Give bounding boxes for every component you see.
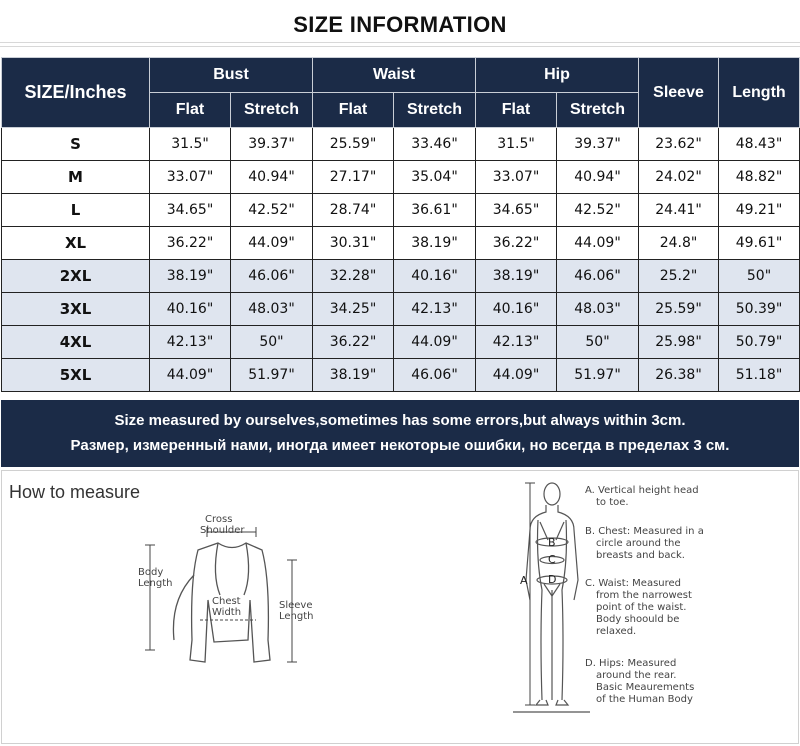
cross-label-2: Shoulder xyxy=(200,525,245,536)
legend-line: circle around the xyxy=(596,538,681,549)
legend-line: Basic Meaurements xyxy=(596,682,695,693)
bust-flat-header: Flat xyxy=(150,93,231,128)
legend-line: breasts and back. xyxy=(596,550,685,561)
sleeve-header: Sleeve xyxy=(639,58,719,128)
measurement-cell: 23.62" xyxy=(639,128,719,161)
measurement-cell: 34.65" xyxy=(476,194,557,227)
measurement-cell: 24.02" xyxy=(639,161,719,194)
measurement-cell: 25.98" xyxy=(639,326,719,359)
measurement-cell: 40.94" xyxy=(231,161,313,194)
bust-stretch-header: Stretch xyxy=(231,93,313,128)
measurement-cell: 34.65" xyxy=(150,194,231,227)
sleeve-label-2: Length xyxy=(279,611,314,622)
legend-line: from the narrowest xyxy=(596,590,692,601)
legend-line: A. Vertical height head xyxy=(585,485,699,496)
measurement-cell: 44.09" xyxy=(557,227,639,260)
legend-line: relaxed. xyxy=(596,626,637,637)
measurement-cell: 34.25" xyxy=(313,293,394,326)
measurement-cell: 48.43" xyxy=(719,128,800,161)
measurement-cell: 42.13" xyxy=(150,326,231,359)
size-cell: 2XL xyxy=(2,260,150,293)
measurement-cell: 48.82" xyxy=(719,161,800,194)
measurement-cell: 35.04" xyxy=(394,161,476,194)
measurement-cell: 42.52" xyxy=(557,194,639,227)
legend-line: Body shoould be xyxy=(596,614,680,625)
height-measure-line xyxy=(525,483,535,705)
measurement-cell: 46.06" xyxy=(394,359,476,392)
measurement-cell: 30.31" xyxy=(313,227,394,260)
body-label-1: Body xyxy=(138,567,164,578)
measurement-cell: 44.09" xyxy=(476,359,557,392)
measurement-cell: 46.06" xyxy=(557,260,639,293)
measurement-cell: 31.5" xyxy=(476,128,557,161)
waist-header: Waist xyxy=(313,58,476,93)
shirt-labels xyxy=(138,514,314,622)
feet-icon xyxy=(536,700,568,705)
measurement-cell: 36.61" xyxy=(394,194,476,227)
measurement-cell: 44.09" xyxy=(394,326,476,359)
size-cell: S xyxy=(2,128,150,161)
legend-line: of the Human Body xyxy=(596,694,693,705)
size-cell: M xyxy=(2,161,150,194)
legend-line: B. Chest: Measured in a xyxy=(585,526,704,537)
measurement-cell: 50" xyxy=(719,260,800,293)
waist-flat-header: Flat xyxy=(313,93,394,128)
how-to-measure-heading: How to measure xyxy=(9,482,141,502)
measurement-cell: 36.22" xyxy=(313,326,394,359)
hip-stretch-header: Stretch xyxy=(557,93,639,128)
legend-line: point of the waist. xyxy=(596,602,687,613)
cross-label-1: Cross xyxy=(205,514,233,525)
measurement-cell: 50" xyxy=(231,326,313,359)
chest-label-2: Width xyxy=(212,607,242,618)
hip-header: Hip xyxy=(476,58,639,93)
measurement-cell: 42.13" xyxy=(394,293,476,326)
measurement-cell: 48.03" xyxy=(231,293,313,326)
measurement-cell: 48.03" xyxy=(557,293,639,326)
measurement-cell: 39.37" xyxy=(557,128,639,161)
size-header: SIZE/Inches xyxy=(2,58,150,128)
measurement-cell: 50" xyxy=(557,326,639,359)
body-legend xyxy=(585,485,704,705)
size-cell: 5XL xyxy=(2,359,150,392)
measurement-cell: 25.2" xyxy=(639,260,719,293)
letter-c: C xyxy=(548,553,556,566)
measurement-cell: 25.59" xyxy=(639,293,719,326)
measurement-cell: 36.22" xyxy=(476,227,557,260)
measurement-cell: 51.18" xyxy=(719,359,800,392)
measurement-cell: 40.16" xyxy=(394,260,476,293)
measurement-cell: 51.97" xyxy=(231,359,313,392)
legend-line: D. Hips: Measured xyxy=(585,658,677,669)
size-cell: L xyxy=(2,194,150,227)
legend-line: C. Waist: Measured xyxy=(585,578,682,589)
measurement-cell: 36.22" xyxy=(150,227,231,260)
measurement-cell: 24.8" xyxy=(639,227,719,260)
measurement-cell: 33.07" xyxy=(150,161,231,194)
measurement-cell: 40.16" xyxy=(476,293,557,326)
size-cell: 3XL xyxy=(2,293,150,326)
measurement-cell: 27.17" xyxy=(313,161,394,194)
shirt-neck-icon xyxy=(215,543,248,595)
measurement-cell: 42.52" xyxy=(231,194,313,227)
note-english: Size measured by ourselves,sometimes has some errors,but always within 3cm. xyxy=(114,412,686,429)
measurement-cell: 38.19" xyxy=(150,260,231,293)
measurement-cell: 33.46" xyxy=(394,128,476,161)
measurement-cell: 39.37" xyxy=(231,128,313,161)
letter-a: A xyxy=(520,574,528,587)
legend-line: around the rear. xyxy=(596,670,677,681)
measurement-cell: 44.09" xyxy=(231,227,313,260)
measurement-cell: 24.41" xyxy=(639,194,719,227)
bust-header: Bust xyxy=(150,58,313,93)
measurement-cell: 40.16" xyxy=(150,293,231,326)
note-russian: Размер, измеренный нами, иногда имеет некоторые ошибки, но всегда в пределах 3 см. xyxy=(70,437,730,454)
measurement-cell: 38.19" xyxy=(313,359,394,392)
size-cell: 4XL xyxy=(2,326,150,359)
measurement-cell: 40.94" xyxy=(557,161,639,194)
legend-line: to toe. xyxy=(596,497,629,508)
measurement-cell: 51.97" xyxy=(557,359,639,392)
hip-flat-header: Flat xyxy=(476,93,557,128)
letter-d: D xyxy=(548,573,557,586)
measurement-cell: 38.19" xyxy=(476,260,557,293)
measurement-cell: 49.21" xyxy=(719,194,800,227)
measurement-cell: 50.39" xyxy=(719,293,800,326)
measurement-cell: 31.5" xyxy=(150,128,231,161)
shirt-sleeve-left-icon xyxy=(173,575,194,640)
size-cell: XL xyxy=(2,227,150,260)
head-icon xyxy=(544,483,560,505)
measurement-cell: 44.09" xyxy=(150,359,231,392)
sleeve-label-1: Sleeve xyxy=(279,600,313,611)
measurement-cell: 32.28" xyxy=(313,260,394,293)
waist-stretch-header: Stretch xyxy=(394,93,476,128)
measurement-cell: 26.38" xyxy=(639,359,719,392)
body-figure xyxy=(513,483,590,712)
body-label-2: Length xyxy=(138,578,173,589)
length-header: Length xyxy=(719,58,800,128)
measurement-cell: 28.74" xyxy=(313,194,394,227)
measurement-cell: 50.79" xyxy=(719,326,800,359)
measurement-cell: 25.59" xyxy=(313,128,394,161)
measurement-cell: 46.06" xyxy=(231,260,313,293)
measurement-cell: 42.13" xyxy=(476,326,557,359)
page-title: SIZE INFORMATION xyxy=(293,12,507,37)
chest-label-1: Chest xyxy=(212,596,241,607)
measurement-cell: 33.07" xyxy=(476,161,557,194)
letter-b: B xyxy=(548,536,556,549)
measurement-cell: 49.61" xyxy=(719,227,800,260)
measurement-cell: 38.19" xyxy=(394,227,476,260)
